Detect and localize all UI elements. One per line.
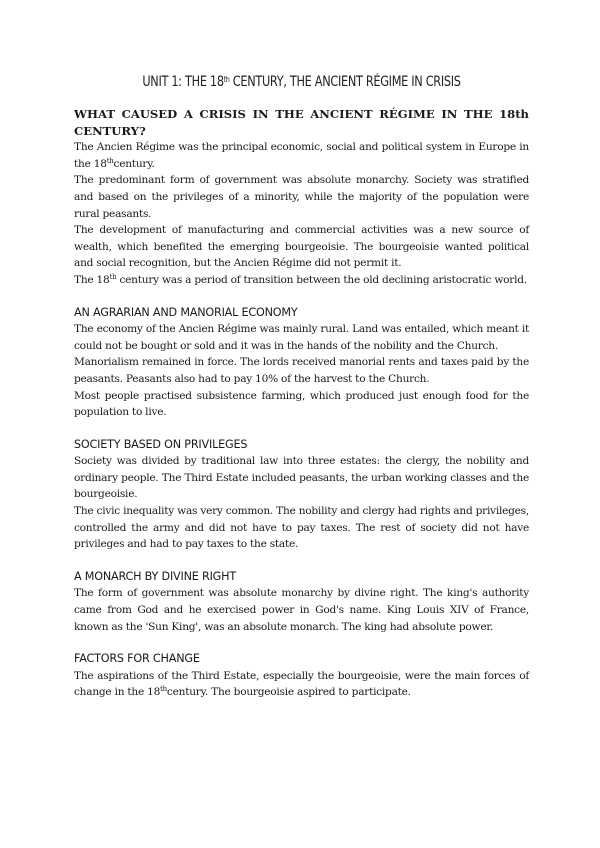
document-body [74, 106, 529, 701]
intro-paragraph-3: The development of manufacturing and commercial activities was a new source of wealth, which benefited the emerging bourgeoisie. The bourgeoisie wanted political and social recognition, but the Ancien Régime did not permit it. [74, 224, 529, 270]
title-superscript: th [223, 75, 230, 84]
intro-paragraph-4: The 18th century was a period of transition between the old declining aristocratic world. [74, 272, 527, 286]
question-heading: WHAT CAUSED A CRISIS IN THE ANCIENT RÉGIME IN THE 18th CENTURY? [74, 107, 529, 138]
title-text-rest: CENTURY, THE ANCIENT RÉGIME IN CRISIS [229, 74, 461, 90]
spacer [74, 421, 529, 437]
spacer [74, 289, 529, 305]
spacer [74, 553, 529, 569]
intro-paragraph-2: The predominant form of government was absolute monarchy. Society was stratified and based on the privileges of a minority, while the majority of the population were rural peasants. [74, 174, 529, 220]
spacer [74, 635, 529, 651]
section-heading-factors: FACTORS FOR CHANGE [74, 652, 200, 666]
monarch-paragraph-1: The form of government was absolute monarchy by divine right. The king's authority came from God and he exercised power in God's name. King Louis XIV of France, known as the 'Sun King', was an absolute monarch. The king had absolute power. [74, 587, 529, 633]
agrarian-paragraph-2: Manorialism remained in force. The lords received manorial rents and taxes paid by the peasants. Peasants also had to pay 10% of the harvest to the Church. [74, 356, 529, 385]
section-heading-agrarian: AN AGRARIAN AND MANORIAL ECONOMY [74, 305, 298, 319]
society-paragraph-1: Society was divided by traditional law into three estates: the clergy, the nobility and ordinary people. The Third Estate included peasants, the urban working classes and the bourgeoisie. [74, 455, 529, 501]
society-paragraph-2: The civic inequality was very common. The nobility and clergy had rights and privileges, controlled the army and did not have to pay taxes. The rest of society did not have privileges and had to pay taxes to the state. [74, 505, 529, 551]
section-heading-monarch: A MONARCH BY DIVINE RIGHT [74, 569, 236, 583]
section-heading-society: SOCIETY BASED ON PRIVILEGES [74, 437, 248, 451]
title-text: UNIT 1: THE 18 [142, 74, 224, 90]
page-title [124, 74, 479, 90]
intro-paragraph-1: The Ancien Régime was the principal economic, social and political system in Europe in the 18thcentury. [74, 141, 529, 170]
factors-paragraph-1: The aspirations of the Third Estate, especially the bourgeoisie, were the main forces of change in the 18thcentury. The bourgeoisie aspired to participate. [74, 669, 529, 699]
agrarian-paragraph-3: Most people practised subsistence farming, which produced just enough food for the population to live. [74, 389, 529, 419]
agrarian-paragraph-1: The economy of the Ancien Régime was mainly rural. Land was entailed, which meant it could not be bought or sold and it was in the hands of the nobility and the Church. [74, 323, 529, 352]
